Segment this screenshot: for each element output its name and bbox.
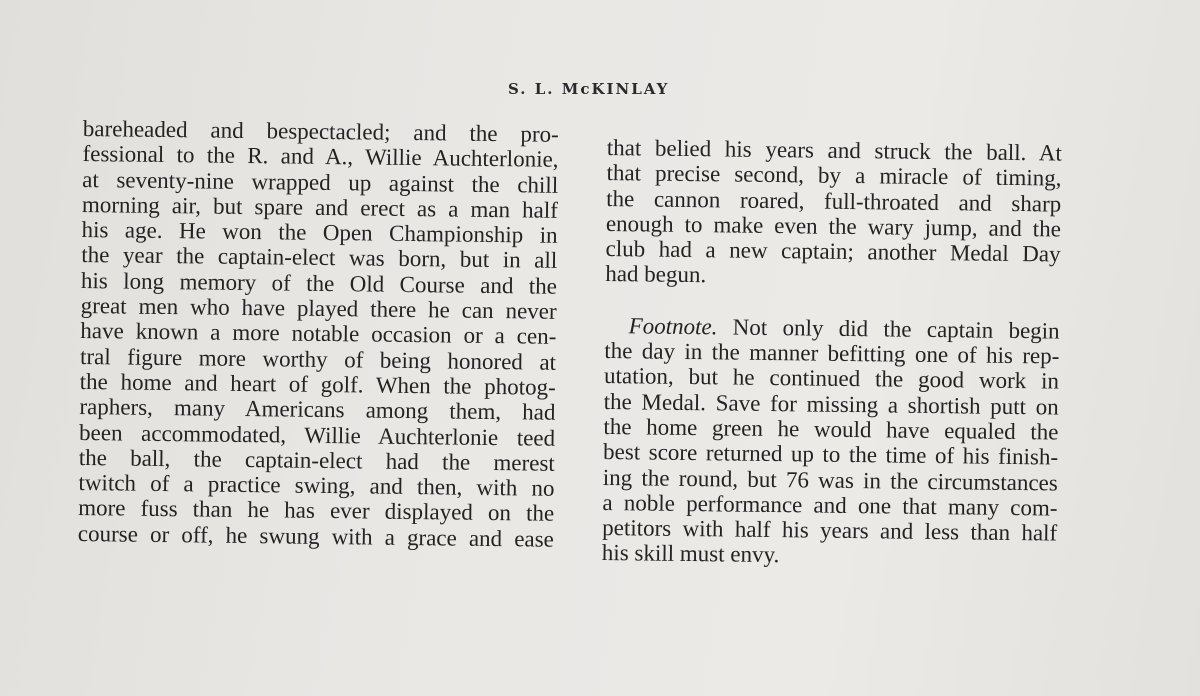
text-line: bareheaded and bespectacled; and the pro- xyxy=(82,116,559,147)
text-line: his age. He won the Open Championship in xyxy=(81,217,558,248)
text-line: club had a new captain; another Medal Day xyxy=(605,236,1061,267)
footnote-first-line-text: Not only did the captain begin xyxy=(717,314,1060,344)
text-line: the cannon roared, full-throated and sharp xyxy=(606,185,1062,217)
text-line: the home and heart of golf. When the photog- xyxy=(79,368,556,400)
text-line: been accommodated, Willie Auchterlonie teed xyxy=(78,419,556,451)
text-line: the year the captain-elect was born, but in all xyxy=(81,242,558,274)
text-line: enough to make even the wary jump, and the xyxy=(605,210,1062,242)
text-line: twitch of a practice swing, and then, with no xyxy=(78,470,555,501)
text-line: more fuss than he has ever displayed on the xyxy=(78,495,555,527)
text-line: ing the round, but 76 was in the circumstances xyxy=(602,464,1058,496)
text-line: raphers, many Americans among them, had xyxy=(79,394,556,426)
text-line: petitors with half his years and less than half xyxy=(602,515,1058,546)
footnote-label: Footnote. xyxy=(628,313,718,340)
text-line: tral figure more worthy of being honored at xyxy=(79,343,557,375)
text-line: that belied his years and struck the ball. At xyxy=(606,135,1062,166)
text-line: course or off, he swung with a grace and ease xyxy=(77,520,555,552)
text-line: morning air, but spare and erect as a man half xyxy=(81,191,559,223)
text-line: a noble performance and one that many com- xyxy=(602,489,1058,521)
text-line: the ball, the captain-elect had the merest xyxy=(78,444,555,476)
text-line: fessional to the R. and A., Willie Auchterlonie, xyxy=(82,141,559,173)
text-line: the Medal. Save for missing a shortish putt on xyxy=(603,388,1059,420)
text-line: have known a more notable occasion or a cen- xyxy=(80,318,557,350)
right-column xyxy=(602,135,1062,571)
text-line: the home green he would have equaled the xyxy=(603,413,1059,445)
text-line: his long memory of the Old Course and the xyxy=(80,267,558,299)
text-line: great men who have played there he can never xyxy=(80,293,557,324)
text-line: had begun. xyxy=(605,261,707,288)
running-head: S. L. McKINLAY xyxy=(508,80,670,98)
text-line: utation, but he continued the good work in xyxy=(603,363,1060,394)
text-line: at seventy-nine wrapped up against the chill xyxy=(82,166,559,198)
text-line: best score returned up to the time of his finish- xyxy=(602,439,1059,470)
text-line: the day in the manner befitting one of his rep- xyxy=(604,338,1060,369)
text-line: that precise second, by a miracle of timing, xyxy=(606,160,1062,191)
left-column xyxy=(78,116,559,552)
text-line: his skill must envy. xyxy=(601,540,780,568)
